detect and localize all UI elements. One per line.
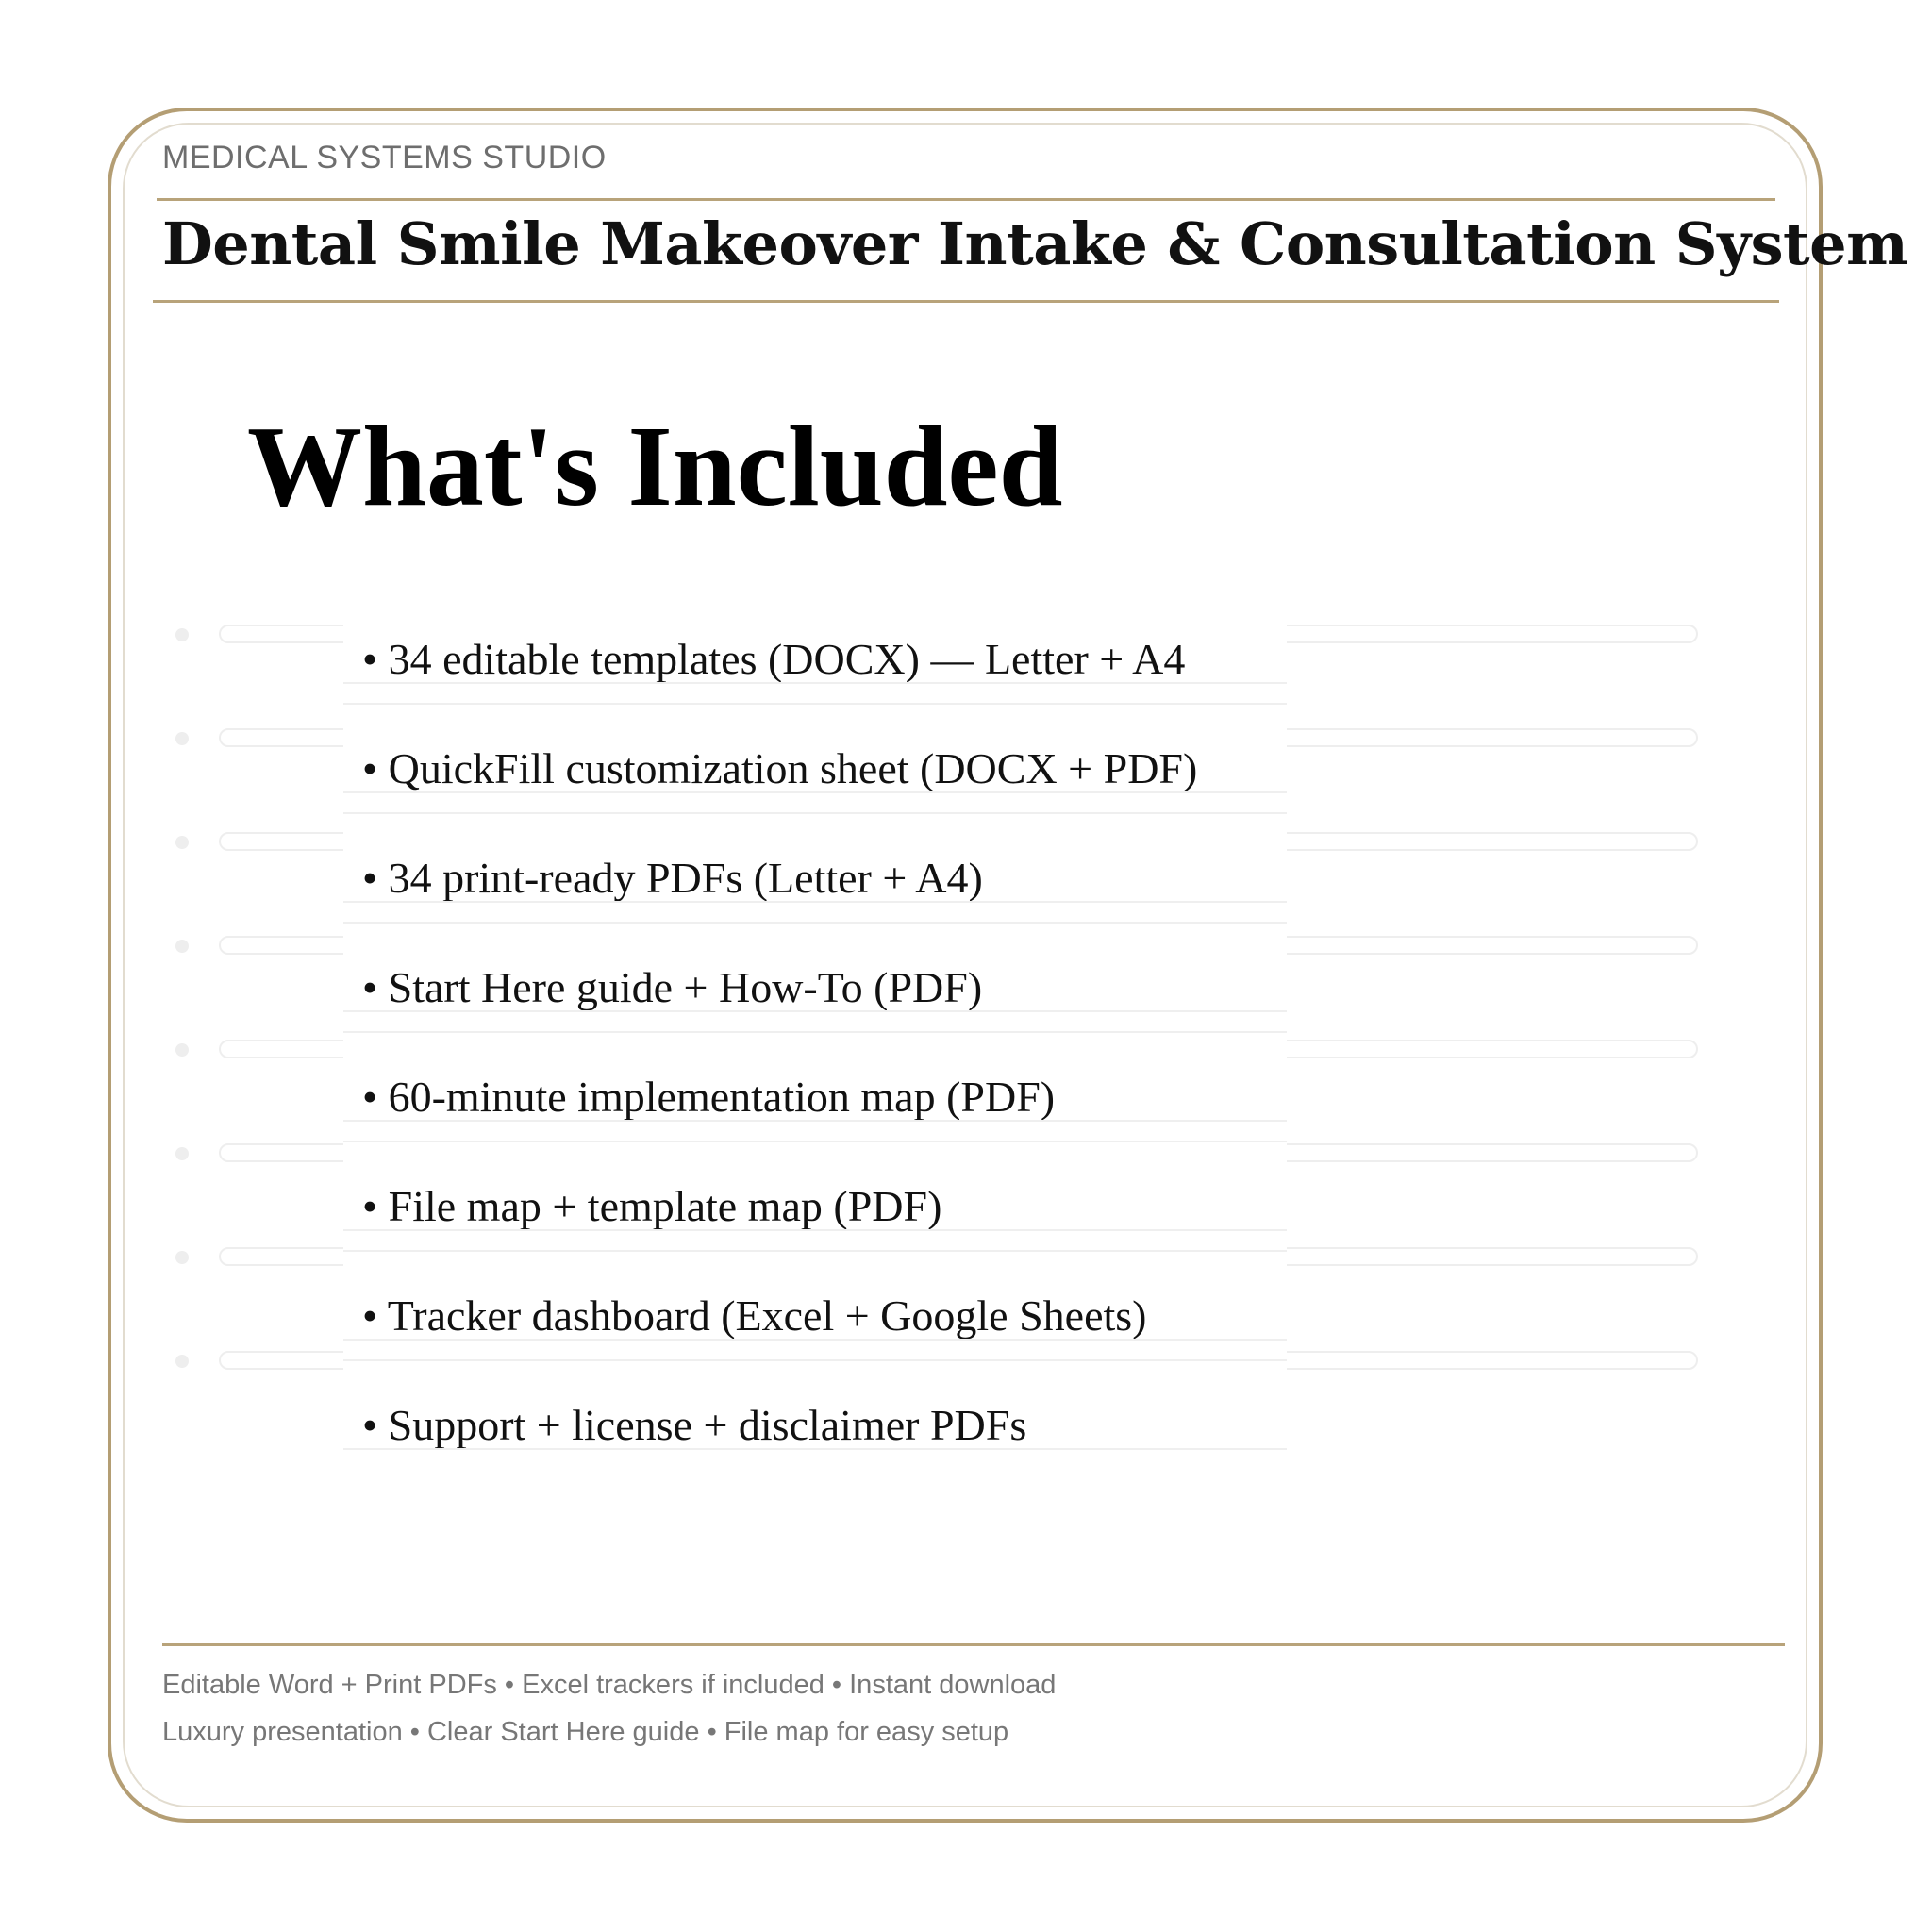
list-item-rule <box>343 1250 1287 1252</box>
list-item-rule <box>343 1229 1287 1231</box>
list-item <box>343 841 1287 951</box>
list-item <box>343 732 1287 841</box>
list-item-text: • QuickFill customization sheet (DOCX + PDF) <box>362 744 1198 792</box>
list-item-rule <box>343 1141 1287 1142</box>
list-item-rule <box>343 1120 1287 1122</box>
list-item-text: • Support + license + disclaimer PDFs <box>362 1401 1027 1449</box>
list-item-text: • Tracker dashboard (Excel + Google Sheets) <box>362 1291 1147 1340</box>
list-item <box>343 1060 1287 1170</box>
footer-features-line-2: Luxury presentation • Clear Start Here guide • File map for easy setup <box>162 1717 1009 1747</box>
header-divider-top <box>157 198 1775 201</box>
list-item-text: • 34 print-ready PDFs (Letter + A4) <box>362 854 983 902</box>
list-item-rule <box>343 791 1287 793</box>
list-item <box>343 1389 1287 1498</box>
placeholder-dot <box>175 1147 189 1160</box>
list-item-rule <box>343 1010 1287 1012</box>
list-item <box>343 1170 1287 1279</box>
footer-features-line-1: Editable Word + Print PDFs • Excel trackers if included • Instant download <box>162 1670 1057 1700</box>
footer-divider <box>162 1643 1785 1646</box>
list-item <box>343 623 1287 732</box>
list-item-rule <box>343 1339 1287 1341</box>
list-item-rule <box>343 1359 1287 1361</box>
list-item <box>343 951 1287 1060</box>
placeholder-dot <box>175 1355 189 1368</box>
list-item <box>343 1279 1287 1389</box>
list-item-rule <box>343 901 1287 903</box>
list-item-text: • Start Here guide + How-To (PDF) <box>362 963 983 1011</box>
list-item-rule <box>343 1031 1287 1033</box>
header-divider-bottom <box>153 300 1779 303</box>
list-item-rule <box>343 922 1287 924</box>
included-list <box>343 623 1287 1449</box>
list-item-text: • 34 editable templates (DOCX) — Letter + A4 <box>362 635 1186 683</box>
brand-label: MEDICAL SYSTEMS STUDIO <box>162 140 607 175</box>
product-title: Dental Smile Makeover Intake & Consultation System <box>162 209 1908 278</box>
list-item-rule <box>343 682 1287 684</box>
placeholder-dot <box>175 1251 189 1264</box>
placeholder-dot <box>175 836 189 849</box>
placeholder-dot <box>175 1043 189 1057</box>
list-item-text: • 60-minute implementation map (PDF) <box>362 1073 1056 1121</box>
list-item-text: • File map + template map (PDF) <box>362 1182 942 1230</box>
list-item-rule <box>343 1448 1287 1450</box>
list-item-rule <box>343 812 1287 814</box>
placeholder-dot <box>175 628 189 641</box>
section-heading: What's Included <box>247 403 1063 530</box>
placeholder-dot <box>175 732 189 745</box>
list-item-rule <box>343 703 1287 705</box>
placeholder-dot <box>175 940 189 953</box>
